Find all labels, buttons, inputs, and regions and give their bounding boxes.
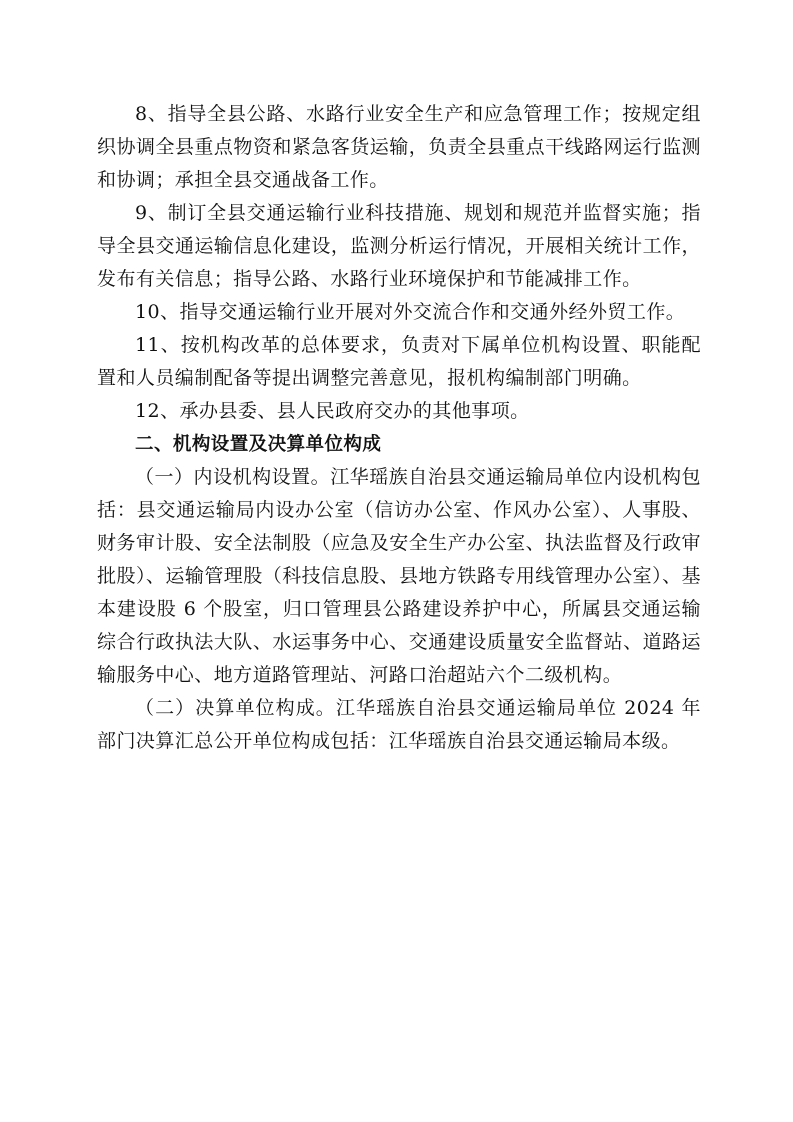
paragraph-item-11: 11、按机构改革的总体要求，负责对下属单位机构设置、职能配置和人员编制配备等提出调整完善意见，报机构编制部门明确。	[97, 334, 701, 389]
paragraph-internal-structure: （一）内设机构设置。江华瑶族自治县交通运输局单位内设机构包括：县交通运输局内设办公室（信访办公室、作风办公室）、人事股、财务审计股、安全法制股（应急及安全生产办公室、执法监督及行政审批股）、运输管理股（科技信息股、县地方铁路专用线管理办公室）、基本建设股 6 个股室，归口管理县公路建设养护中心，所属县交通运输综合行政执法大队、水运事务中心、交通建设质量安全监督站、道路运输服务中心、地方道路管理站、河路口治超站六个二级机构。	[97, 466, 701, 686]
paragraph-item-8: 8、指导全县公路、水路行业安全生产和应急管理工作；按规定组织协调全县重点物资和紧急客货运输，负责全县重点干线路网运行监测和协调；承担全县交通战备工作。	[97, 103, 701, 191]
paragraph-item-12: 12、承办县委、县人民政府交办的其他事项。	[135, 400, 530, 422]
section-heading: 二、机构设置及决算单位构成	[135, 434, 382, 455]
document-body	[97, 98, 701, 758]
paragraph-budget-units: （二）决算单位构成。江华瑶族自治县交通运输局单位 2024 年部门决算汇总公开单位构成包括：江华瑶族自治县交通运输局本级。	[97, 697, 701, 752]
paragraph-item-9: 9、制订全县交通运输行业科技措施、规划和规范并监督实施；指导全县交通运输信息化建设，监测分析运行情况，开展相关统计工作，发布有关信息；指导公路、水路行业环境保护和节能减排工作。	[97, 202, 701, 290]
paragraph-item-10: 10、指导交通运输行业开展对外交流合作和交通外经外贸工作。	[135, 301, 686, 323]
